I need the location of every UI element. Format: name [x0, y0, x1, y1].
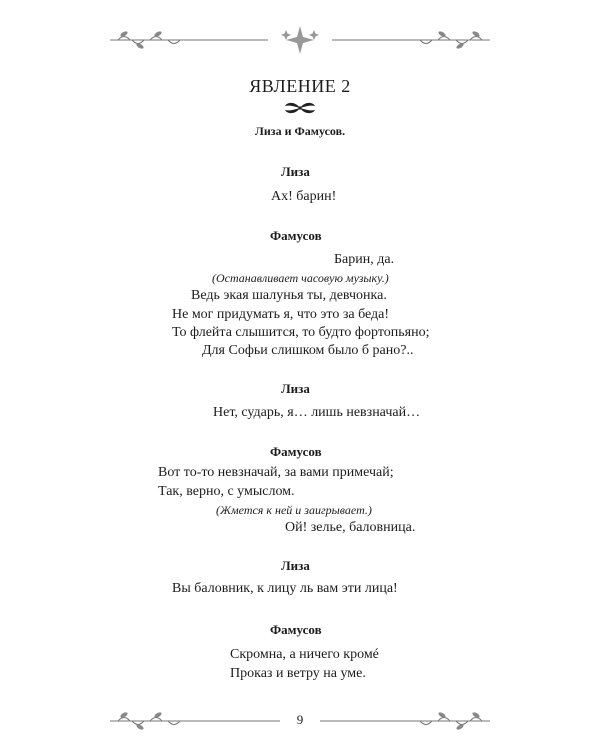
- dialogue-line: Ой! зелье, баловница.: [285, 520, 416, 535]
- stage-direction: (Останавливает часовую музыку.): [212, 271, 389, 285]
- dialogue-line: Не мог придумать я, что это за беда!: [172, 307, 390, 322]
- dialogue-line: Ведь экая шалунья ты, девчонка.: [191, 288, 387, 303]
- speaker-name: Фамусов: [270, 622, 322, 637]
- stage-direction: (Жмется к ней и заигрывает.): [216, 503, 372, 517]
- sparkle-icon: [281, 26, 319, 54]
- page-number: 9: [296, 712, 304, 727]
- dialogue-line: Вот то-то невзначай, за вами примечай;: [158, 465, 394, 480]
- dialogue-line: То флейта слышится, то будто фортопьяно;: [172, 325, 430, 340]
- vine-divider-icon: [0, 18, 600, 54]
- bow-ornament-icon: [283, 100, 317, 116]
- dialogue-line: Так, верно, с умыслом.: [158, 484, 295, 499]
- speaker-name: Лиза: [281, 558, 310, 573]
- top-ornament: [0, 18, 600, 54]
- dialogue-line: Проказ и ветру на уме.: [230, 666, 366, 681]
- speaker-name: Лиза: [281, 381, 310, 396]
- title-ornament: [283, 100, 317, 116]
- speaker-name: Лиза: [281, 164, 310, 179]
- dialogue-line: Нет, сударь, я… лишь невзначай…: [213, 405, 421, 420]
- speaker-name: Фамусов: [270, 444, 322, 459]
- dialogue-line: Для Софьи слишком было б рано?..: [202, 343, 414, 358]
- dialogue-line: Вы баловник, к лицу ль вам эти лица!: [172, 581, 398, 596]
- scene-title: ЯВЛЕНИЕ 2: [249, 76, 351, 96]
- dialogue-line: Скромна, а ничего кромé: [230, 647, 379, 662]
- scene-cast: Лиза и Фамусов.: [254, 124, 346, 138]
- dialogue-line: Ах! барин!: [271, 189, 337, 204]
- speaker-name: Фамусов: [270, 228, 322, 243]
- dialogue-line: Барин, да.: [334, 252, 395, 267]
